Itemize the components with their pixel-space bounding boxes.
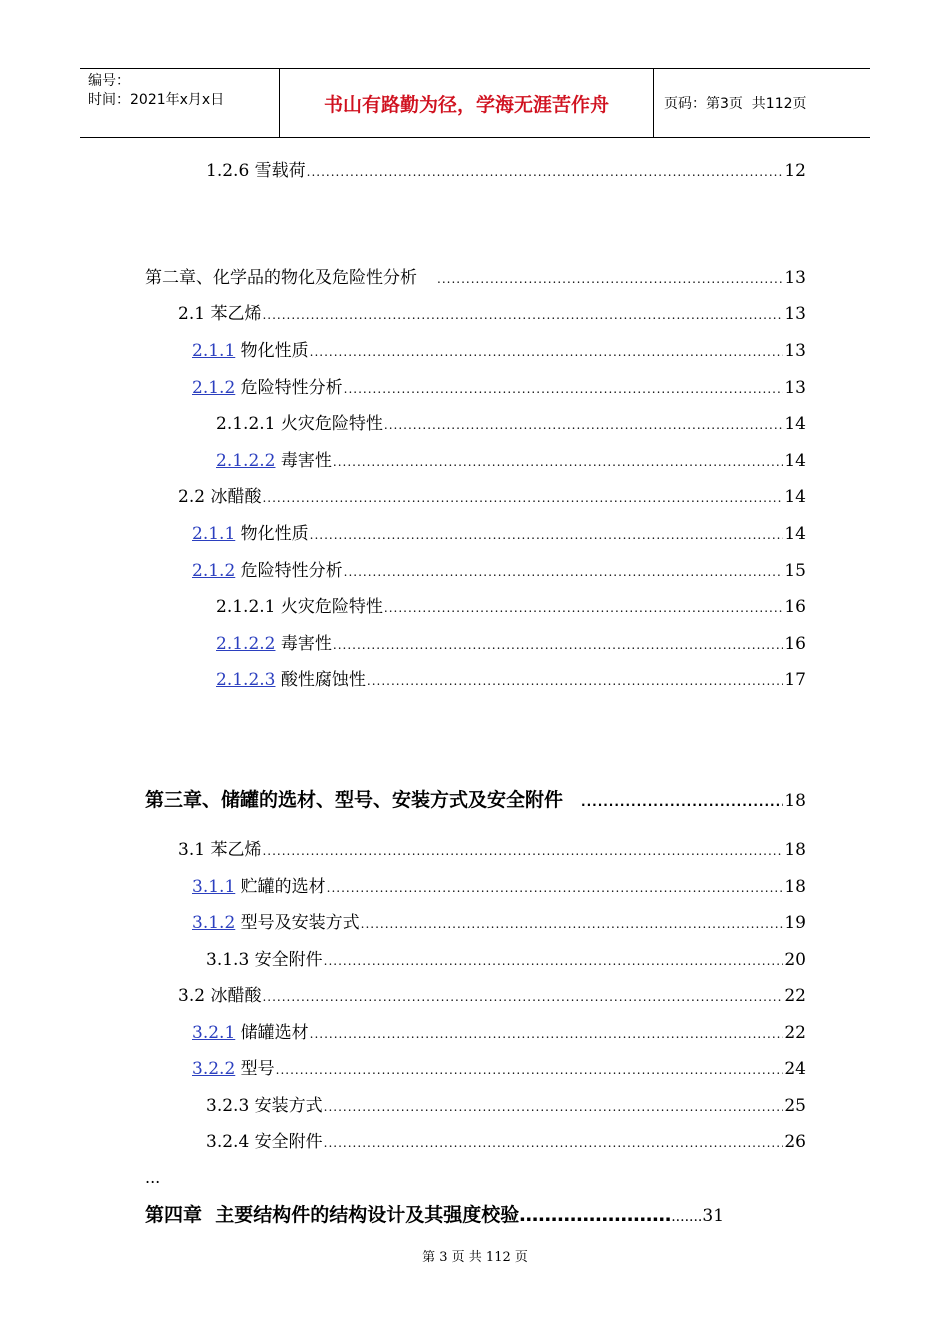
ellipsis: ...	[145, 1168, 161, 1187]
toc-entry-title: 型号	[235, 1059, 275, 1079]
toc-entry[interactable]	[178, 302, 806, 326]
toc-chapter-4[interactable]	[145, 1203, 806, 1227]
toc-entry[interactable]	[145, 788, 806, 812]
toc-entry-page: 15	[784, 561, 806, 581]
toc-entry[interactable]	[192, 875, 806, 899]
toc-entry-page: 14	[784, 414, 806, 434]
toc-entry[interactable]	[216, 449, 806, 473]
header-motto: 书山有路勤为径，学海无涯苦作舟	[280, 69, 654, 137]
toc-entry-page: 13	[784, 304, 806, 324]
toc-entry-link[interactable]: 2.1.2	[192, 561, 236, 581]
toc-entry[interactable]	[178, 838, 806, 862]
toc-entry-link[interactable]: 2.1.2	[192, 378, 236, 398]
toc-entry-number: 2.2	[178, 487, 206, 507]
toc-entry-number: 3.2	[178, 986, 206, 1006]
toc-chapter-4-title: 第四章 主要结构件的结构设计及其强度校验……………………	[145, 1204, 672, 1226]
toc-entry-link[interactable]: 2.1.2.3	[216, 670, 276, 690]
code-label: 编号：	[88, 73, 130, 89]
toc-entry[interactable]	[206, 1094, 806, 1118]
toc-leader-dots	[310, 340, 784, 364]
toc-entry-page: 13	[784, 341, 806, 361]
toc-entry-link[interactable]: 3.2.2	[192, 1059, 236, 1079]
toc-entry[interactable]	[216, 412, 806, 436]
toc-entry[interactable]	[216, 668, 806, 692]
toc-entry-title: 冰醋酸	[205, 487, 262, 507]
header-page-info: 页码：第3页 共112页	[664, 96, 807, 112]
toc-leader-dots	[262, 303, 783, 327]
toc-entry-title: 安装方式	[249, 1096, 323, 1116]
toc-entry-page: 19	[784, 913, 806, 933]
toc-entry-title: 第二章、化学品的物化及危险性分析	[145, 268, 417, 288]
toc-entry[interactable]	[192, 1021, 806, 1045]
toc-entry-page: 18	[784, 877, 806, 897]
toc-leader-dots	[344, 560, 784, 584]
time-label: 时间：2021年x月x日	[88, 92, 225, 108]
toc-leader-dots	[310, 1022, 784, 1046]
toc-leader-dots	[344, 377, 784, 401]
toc-leader-dots	[276, 1058, 784, 1082]
toc-entry-page: 13	[784, 268, 806, 288]
toc-entry-title: 毒害性	[275, 634, 332, 654]
toc-entry-page: 17	[784, 670, 806, 690]
toc-leader-dots	[324, 1095, 784, 1119]
toc-entry-title: 酸性腐蚀性	[275, 670, 366, 690]
toc-entry-title: 安全附件	[249, 1132, 323, 1152]
toc-entry-title: 冰醋酸	[205, 986, 262, 1006]
toc-entry[interactable]	[192, 339, 806, 363]
toc-entry-page: 22	[784, 986, 806, 1006]
toc-leader-dots	[262, 486, 783, 510]
toc-entry-title: 危险特性分析	[235, 378, 343, 398]
toc-entry[interactable]	[192, 376, 806, 400]
toc-entry-page: 14	[784, 524, 806, 544]
toc-entry-title: 安全附件	[249, 950, 323, 970]
toc-entry[interactable]	[216, 632, 806, 656]
toc-entry-title: 物化性质	[235, 341, 309, 361]
toc-entry-page: 24	[784, 1059, 806, 1079]
toc-leader-dots	[333, 450, 783, 474]
toc-leader-dots	[310, 523, 784, 547]
toc-entry-title: 火灾危险特性	[275, 414, 383, 434]
toc-entry[interactable]	[192, 522, 806, 546]
toc-entry[interactable]	[216, 595, 806, 619]
toc-entry[interactable]	[178, 485, 806, 509]
toc-entry-link[interactable]: 2.1.2.2	[216, 451, 276, 471]
toc-entry[interactable]	[206, 159, 806, 183]
toc-entry-page: 16	[784, 634, 806, 654]
toc-entry-page: 14	[784, 487, 806, 507]
toc-entry[interactable]	[192, 1057, 806, 1081]
toc-entry-number: 3.1.3	[206, 950, 250, 970]
toc-entry-number: 3.2.3	[206, 1096, 250, 1116]
toc-entry-number: 3.1	[178, 840, 206, 860]
toc-entry-page: 25	[784, 1096, 806, 1116]
toc-entry-title: 储罐选材	[235, 1023, 309, 1043]
toc-leader-dots	[581, 790, 783, 814]
toc-leader-dots	[437, 267, 783, 291]
toc-entry[interactable]	[145, 266, 806, 290]
toc-entry[interactable]	[192, 559, 806, 583]
toc-entry-link[interactable]: 2.1.1	[192, 341, 236, 361]
toc-entry-title: 型号及安装方式	[235, 913, 360, 933]
toc-entry-link[interactable]: 2.1.1	[192, 524, 236, 544]
toc-entry-page: 12	[784, 161, 806, 181]
toc-entry-number: 2.1	[178, 304, 206, 324]
toc-entry-page: 16	[784, 597, 806, 617]
toc-entry-title: 物化性质	[235, 524, 309, 544]
toc-leader-dots	[384, 413, 783, 437]
toc-entry[interactable]	[206, 948, 806, 972]
toc-leader-dots	[384, 596, 783, 620]
toc-entry-page: 14	[784, 451, 806, 471]
toc-leader-dots	[262, 985, 783, 1009]
toc-entry-title: 雪载荷	[249, 161, 306, 181]
toc-entry-link[interactable]: 3.1.2	[192, 913, 236, 933]
toc-entry-page: 13	[784, 378, 806, 398]
toc-entry-page: 20	[784, 950, 806, 970]
toc-chapter-4-dots: .......	[671, 1209, 703, 1225]
page-footer: 第 3 页 共 112 页	[422, 1250, 528, 1265]
toc-leader-dots	[262, 839, 783, 863]
toc-leader-dots	[327, 876, 784, 900]
toc-entry-title: 危险特性分析	[235, 561, 343, 581]
toc-entry-number: 2.1.2.1	[216, 414, 276, 434]
toc-entry-page: 26	[784, 1132, 806, 1152]
toc-entry-page: 18	[784, 840, 806, 860]
toc-entry-page: 18	[784, 791, 806, 811]
toc-entry-title: 火灾危险特性	[275, 597, 383, 617]
toc-leader-dots	[324, 949, 784, 973]
toc-chapter-4-page: 31	[702, 1206, 725, 1226]
page-header	[80, 68, 870, 138]
toc-entry-link[interactable]: 3.2.1	[192, 1023, 236, 1043]
toc-entry-title: 第三章、储罐的选材、型号、安装方式及安全附件	[145, 789, 564, 811]
toc-entry-link[interactable]: 2.1.2.2	[216, 634, 276, 654]
header-info	[80, 69, 280, 137]
toc-entry-page: 22	[784, 1023, 806, 1043]
toc-entry-title: 苯乙烯	[205, 304, 262, 324]
toc-entry-number: 1.2.6	[206, 161, 250, 181]
toc-leader-dots	[361, 912, 784, 936]
toc-leader-dots	[307, 160, 784, 184]
toc-entry-title: 苯乙烯	[205, 840, 262, 860]
toc-entry-number: 2.1.2.1	[216, 597, 276, 617]
toc-entry[interactable]	[192, 911, 806, 935]
toc-leader-dots	[367, 669, 783, 693]
toc-entry-link[interactable]: 3.1.1	[192, 877, 236, 897]
toc-entry[interactable]	[206, 1130, 806, 1154]
toc-leader-dots	[324, 1131, 784, 1155]
toc-leader-dots	[333, 633, 783, 657]
toc-entry-title: 毒害性	[275, 451, 332, 471]
toc-entry[interactable]	[178, 984, 806, 1008]
toc-entry-title: 贮罐的选材	[235, 877, 326, 897]
toc-entry-number: 3.2.4	[206, 1132, 250, 1152]
